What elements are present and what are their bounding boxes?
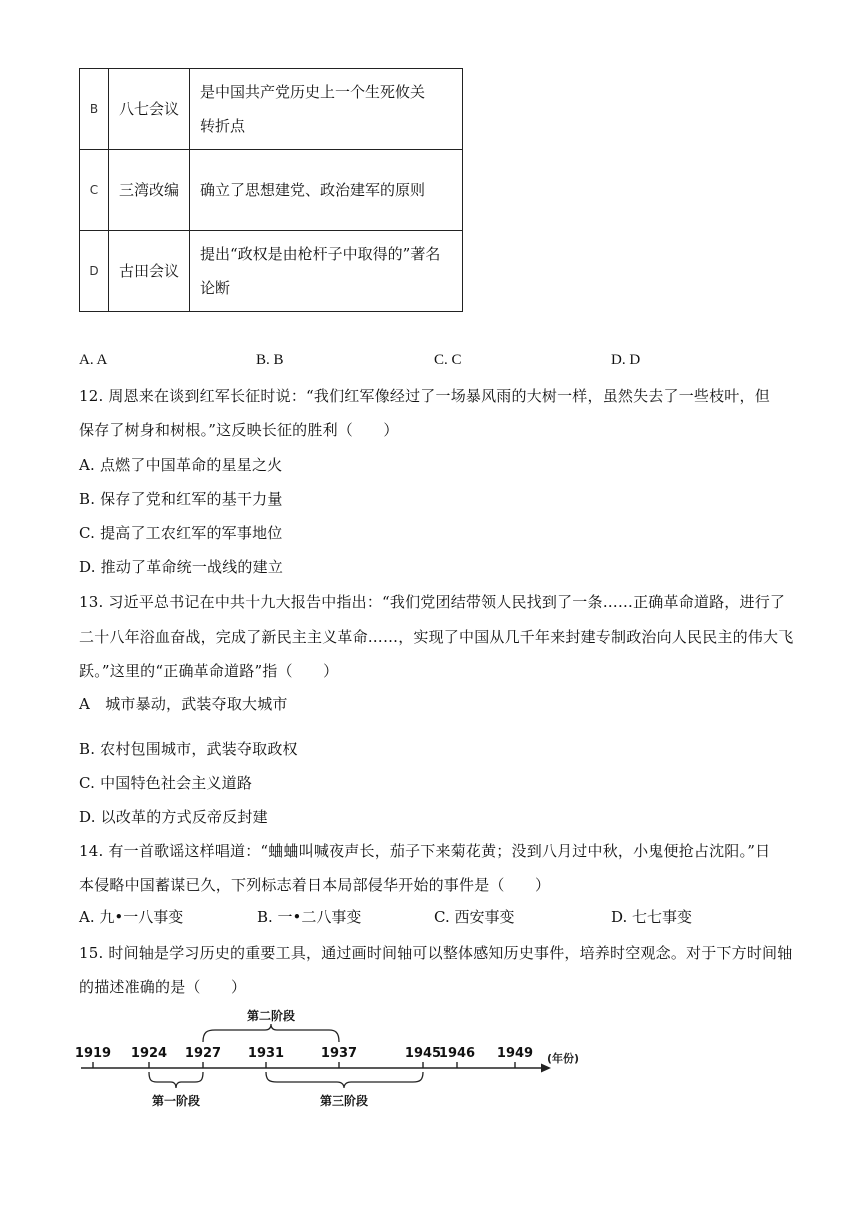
q14-option-b: B. 一•二八事变: [257, 908, 362, 926]
q12-option-a: A. 点燃了中国革命的星星之火: [79, 456, 283, 474]
timeline-figure: [74, 1004, 599, 1114]
stage2-label: 第二阶段: [246, 1009, 296, 1023]
q12-option-d: D. 推动了革命统一战线的建立: [79, 558, 284, 576]
stage3-brace: [266, 1072, 423, 1088]
q12-option-b: B. 保存了党和红军的基干力量: [79, 490, 283, 508]
year-label-1946: 1946: [438, 1046, 476, 1061]
row-content: 是中国共产党历史上一个生死攸关 转折点: [190, 69, 463, 150]
row-content: 提出“政权是由枪杆子中取得的”著名论断: [190, 231, 463, 312]
q12-option-c: C. 提高了工农红军的军事地位: [79, 524, 283, 542]
stage1-label: 第一阶段: [151, 1094, 201, 1108]
q13-stem-line3: 跃。”这里的“正确革命道路”指（ ）: [79, 662, 339, 680]
timeline-unit: (年份): [547, 1052, 580, 1065]
table-row: [80, 231, 463, 312]
stage3-label: 第三阶段: [319, 1094, 369, 1108]
row-event: 八七会议: [109, 69, 190, 150]
q14-stem-line1: 14. 有一首歌谣这样唱道：“蛐蛐叫喊夜声长，茄子下来菊花黄；没到八月过中秋，小鬼便抢占沈阳。”日: [79, 842, 771, 860]
q13-option-a: A 城市暴动，武装夺取大城市: [79, 695, 288, 713]
table-row: [80, 150, 463, 231]
table-row: [80, 69, 463, 150]
q13-option-b: B. 农村包围城市，武装夺取政权: [79, 740, 298, 758]
answer-options-table: [79, 68, 463, 312]
q14-stem-line2: 本侵略中国蓄谋已久，下列标志着日本局部侵华开始的事件是（ ）: [79, 876, 551, 894]
row-letter: C: [80, 150, 109, 231]
year-label-1919: 1919: [74, 1046, 112, 1061]
q11-option-c: C. C: [434, 352, 462, 368]
q12-stem-line2: 保存了树身和树根。”这反映长征的胜利（ ）: [79, 421, 399, 439]
timeline-ticks: [93, 1062, 515, 1068]
year-label-1924: 1924: [130, 1046, 168, 1061]
q15-stem-line2: 的描述准确的是（ ）: [79, 978, 247, 996]
stage2-brace: [203, 1024, 339, 1042]
row-letter: B: [80, 69, 109, 150]
q13-stem-line1: 13. 习近平总书记在中共十九大报告中指出：“我们党团结带领人民找到了一条……正确革命道路，进行了: [79, 593, 786, 611]
stage1-brace: [149, 1072, 203, 1088]
q14-option-d: D. 七七事变: [611, 908, 693, 926]
row-event: 三湾改编: [109, 150, 190, 231]
row-letter: D: [80, 231, 109, 312]
year-label-1927: 1927: [184, 1046, 222, 1061]
q14-option-a: A. 九•一八事变: [79, 908, 184, 926]
q13-option-d: D. 以改革的方式反帝反封建: [79, 808, 268, 826]
row-event: 古田会议: [109, 231, 190, 312]
q15-stem-line1: 15. 时间轴是学习历史的重要工具，通过画时间轴可以整体感知历史事件，培养时空观念。对于下方时间轴: [79, 944, 793, 962]
year-label-1931: 1931: [247, 1046, 285, 1061]
year-label-1949: 1949: [496, 1046, 534, 1061]
q11-option-a: A. A: [79, 352, 108, 368]
q11-option-b: B. B: [256, 352, 284, 368]
q14-option-c: C. 西安事变: [434, 908, 515, 926]
q13-option-c: C. 中国特色社会主义道路: [79, 774, 253, 792]
q13-stem-line2: 二十八年浴血奋战，完成了新民主主义革命……，实现了中国从几千年来封建专制政治向人民民主的伟大飞: [79, 628, 794, 646]
row-content: 确立了思想建党、政治建军的原则: [190, 150, 463, 231]
q12-stem-line1: 12. 周恩来在谈到红军长征时说：“我们红军像经过了一场暴风雨的大树一样，虽然失去了一些枝叶，但: [79, 387, 770, 405]
year-label-1945: 1945: [404, 1046, 442, 1061]
q11-option-d: D. D: [611, 352, 641, 368]
year-label-1937: 1937: [320, 1046, 358, 1061]
